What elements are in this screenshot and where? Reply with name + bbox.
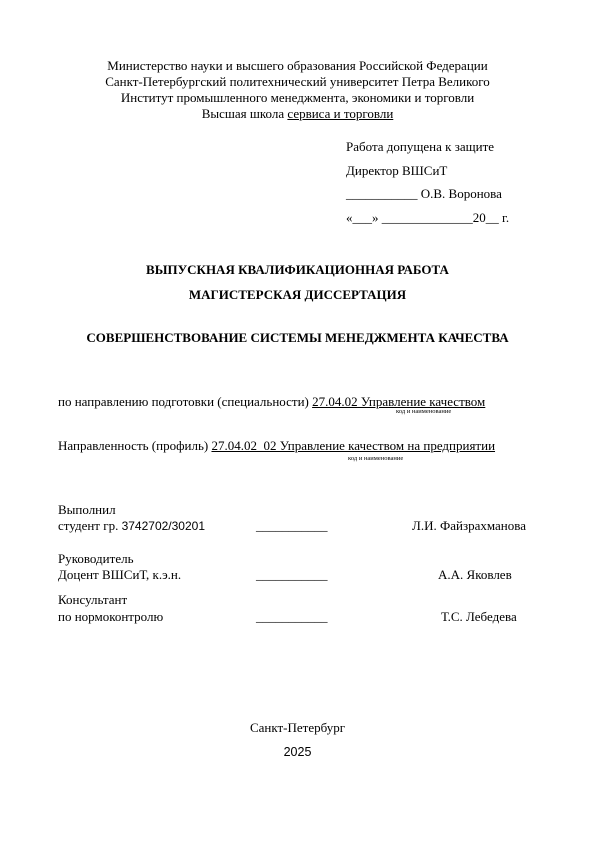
institute-line: Институт промышленного менеджмента, экономики и торговли (120, 90, 475, 105)
profile-value: 27.04.02_02 Управление качеством на предприятии (211, 438, 496, 453)
degree-title: МАГИСТЕРСКАЯ ДИССЕРТАЦИЯ (188, 287, 407, 302)
performer-heading: Выполнил (58, 502, 116, 517)
consultant-name: Т.С. Лебедева (441, 609, 517, 624)
student-name: Л.И. Файзрахманова (412, 518, 526, 533)
ministry-line: Министерство науки и высшего образования Российской Федерации (107, 58, 488, 73)
supervisor-name: А.А. Яковлев (438, 567, 512, 582)
city: Санкт-Петербург (249, 720, 346, 735)
profile-hint: код и наименование (348, 455, 404, 462)
university-line: Санкт-Петербургский политехнический университет Петра Великого (105, 74, 490, 89)
year: 2025 (283, 745, 312, 759)
direction-hint: код и наименование (396, 408, 452, 415)
consultant-signature-line: ___________ (256, 609, 328, 624)
supervisor-role: Доцент ВШСиТ, к.э.н. (58, 567, 182, 582)
student-group: 3742702/30201 (121, 519, 205, 533)
profile-line (58, 438, 495, 454)
consultant-heading: Консультант (58, 592, 128, 607)
school-line (0, 106, 595, 122)
student-label-prefix: студент гр. (58, 518, 122, 533)
direction-label: по направлению подготовки (специальности) (58, 394, 309, 409)
school-name: сервиса и торговли (287, 106, 394, 121)
director-signature-line (346, 186, 502, 202)
director-title: Директор ВШСиТ (346, 163, 448, 178)
school-prefix: Высшая школа (201, 106, 285, 121)
consultant-role: по нормоконтролю (58, 609, 164, 624)
signature-blank: ___________ (346, 186, 418, 201)
approval-line: Работа допущена к защите (346, 139, 495, 154)
work-type-title: ВЫПУСКНАЯ КВАЛИФИКАЦИОННАЯ РАБОТА (146, 262, 449, 277)
director-name: О.В. Воронова (420, 186, 502, 201)
student-signature-line: ___________ (256, 518, 328, 533)
supervisor-heading: Руководитель (58, 551, 134, 566)
topic-title: СОВЕРШЕНСТВОВАНИЕ СИСТЕМЫ МЕНЕДЖМЕНТА КАЧЕСТВА (86, 330, 509, 345)
profile-label: Направленность (профиль) (58, 438, 209, 453)
direction-value: 27.04.02 Управление качеством (312, 394, 486, 409)
approval-date-line: «___» ______________20__ г. (346, 210, 510, 225)
student-label (58, 518, 205, 534)
supervisor-signature-line: ___________ (256, 567, 328, 582)
